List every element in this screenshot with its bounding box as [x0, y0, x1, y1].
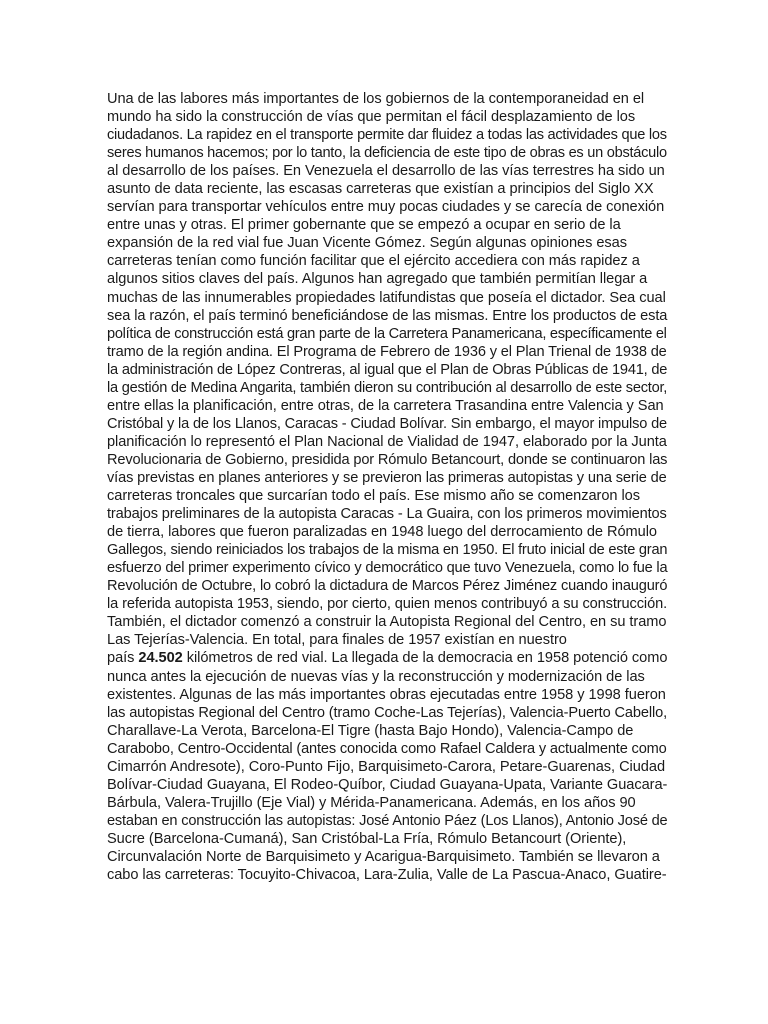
text-line: las autopistas Regional del Centro (tramo Coche-Las Tejerías), Valencia-Puerto Cabello,: [107, 704, 667, 721]
text-line: trabajos preliminares de la autopista Caracas - La Guaira, con los primeros movimientos: [107, 506, 667, 523]
text-line: carreteras tenían como función facilitar que el ejército accediera con más rapidez a: [107, 253, 640, 270]
text-line: la administración de López Contreras, al igual que el Plan de Obras Públicas de 1941, de: [107, 361, 668, 378]
document-page: [107, 90, 667, 884]
text-line: Circunvalación Norte de Barquisimeto y Acarigua-Barquisimeto. También se llevaron a: [107, 848, 660, 865]
text-line: vías previstas en planes anteriores y se previeron las primeras autopistas y una serie de: [107, 469, 667, 486]
text-line: entre ellas la planificación, entre otras, de la carretera Trasandina entre Valencia y San: [107, 397, 664, 414]
text-line: nunca antes la ejecución de nuevas vías y la reconstrucción y modernización de las: [107, 668, 645, 685]
text-line: ciudadanos. La rapidez en el transporte permite dar fluidez a todas las actividades que los: [107, 127, 667, 144]
text-line: servían para transportar vehículos entre muy pocas ciudades y se carecía de conexión: [107, 199, 665, 216]
text-line: Cristóbal y la de los Llanos, Caracas - Ciudad Bolívar. Sin embargo, el mayor impulso de: [107, 415, 668, 432]
text-line: Revolución de Octubre, lo cobró la dictadura de Marcos Pérez Jiménez cuando inauguró: [107, 578, 668, 595]
text-line: expansión de la red vial fue Juan Vicente Gómez. Según algunas opiniones esas: [107, 235, 627, 252]
text-run: kilómetros de red vial. La llegada de la democracia en 1958 potenció como: [182, 650, 668, 667]
bold-figure: 24.502: [138, 650, 183, 667]
text-line: al desarrollo de los países. En Venezuela el desarrollo de las vías terrestres ha sido un: [107, 163, 665, 180]
text-line: muchas de las innumerables propiedades latifundistas que poseía el dictador. Sea cual: [107, 289, 666, 306]
text-line: cabo las carreteras: Tocuyito-Chivacoa, Lara-Zulia, Valle de La Pascua-Anaco, Guatire-: [107, 867, 667, 884]
text-line: Sucre (Barcelona-Cumaná), San Cristóbal-La Fría, Rómulo Betancourt (Oriente),: [107, 830, 627, 847]
text-line: política de construcción está gran parte de la Carretera Panamericana, específicamente el: [107, 325, 667, 342]
text-line: Las Tejerías-Valencia. En total, para finales de 1957 existían en nuestro: [107, 632, 567, 649]
text-line: Gallegos, siendo reiniciados los trabajos de la misma en 1950. El fruto inicial de este gran: [107, 542, 668, 559]
text-line: Una de las labores más importantes de los gobiernos de la contemporaneidad en el: [107, 91, 645, 107]
text-line: existentes. Algunas de las más importantes obras ejecutadas entre 1958 y 1998 fueron: [107, 686, 666, 703]
text-line: Cimarrón Andresote), Coro-Punto Fijo, Barquisimeto-Carora, Petare-Guarenas, Ciudad: [107, 758, 666, 775]
text-line-with-bold: [107, 649, 667, 667]
text-line: estaban en construcción las autopistas: José Antonio Páez (Los Llanos), Antonio José de: [107, 812, 668, 829]
text-line: seres humanos hacemos; por lo tanto, la deficiencia de este tipo de obras es un obstáculo: [107, 145, 667, 162]
text-run: país: [107, 650, 139, 667]
text-line: de tierra, labores que fueron paralizadas en 1948 luego del derrocamiento de Rómulo: [107, 524, 657, 541]
text-line: Bolívar-Ciudad Guayana, El Rodeo-Quíbor, Ciudad Guayana-Upata, Variante Guacara-: [107, 776, 668, 793]
text-line: esfuerzo del primer experimento cívico y democrático que tuvo Venezuela, como lo fue la: [107, 560, 668, 577]
body-paragraph: [107, 90, 667, 884]
text-line: planificación lo representó el Plan Nacional de Vialidad de 1947, elaborado por la Junta: [107, 433, 667, 450]
text-line: Bárbula, Valera-Trujillo (Eje Vial) y Mérida-Panamericana. Además, en los años 90: [107, 794, 636, 811]
text-line: tramo de la región andina. El Programa de Febrero de 1936 y el Plan Trienal de 1938 de: [107, 343, 667, 360]
text-line: asunto de data reciente, las escasas carreteras que existían a principios del Siglo XX: [107, 181, 654, 198]
text-line: algunos sitios claves del país. Algunos han agregado que también permitían llegar a: [107, 271, 648, 288]
text-line: sea la razón, el país terminó beneficiándose de las mismas. Entre los productos de esta: [107, 307, 668, 324]
text-line: mundo ha sido la construcción de vías que permitan el fácil desplazamiento de los: [107, 109, 636, 126]
text-line: Revolucionaria de Gobierno, presidida por Rómulo Betancourt, donde se continuaron las: [107, 451, 668, 468]
text-line: la gestión de Medina Angarita, también dieron su contribución al desarrollo de este sector,: [107, 379, 668, 396]
text-line: entre unas y otras. El primer gobernante que se empezó a ocupar en serio de la: [107, 217, 621, 234]
text-line: carreteras troncales que surcarían todo el país. Ese mismo año se comenzaron los: [107, 488, 640, 505]
text-line: la referida autopista 1953, siendo, por cierto, quien menos contribuyó a su construcción.: [107, 596, 668, 613]
text-line: Carabobo, Centro-Occidental (antes conocida como Rafael Caldera y actualmente como: [107, 740, 667, 757]
text-line: También, el dictador comenzó a construir la Autopista Regional del Centro, en su tramo: [107, 614, 667, 631]
text-line: Charallave-La Verota, Barcelona-El Tigre (hasta Bajo Hondo), Valencia-Campo de: [107, 722, 634, 739]
